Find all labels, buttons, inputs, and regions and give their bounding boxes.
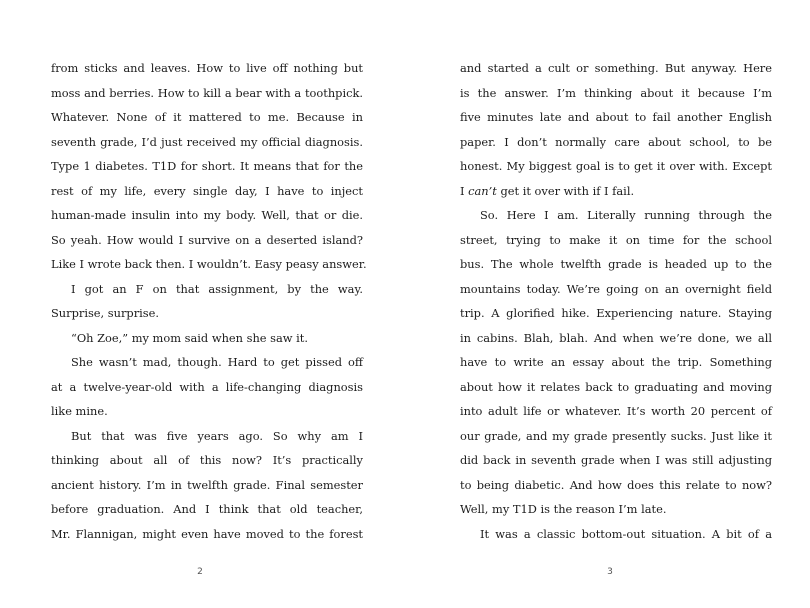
left-page-number: 2: [197, 567, 203, 577]
text-line: “Oh Zoe,” my mom said when she saw it.: [71, 330, 309, 345]
text-line: Type 1 diabetes. T1D for short. It means that for the: [51, 159, 363, 173]
text-line: street, trying to make it on time for the school: [460, 232, 772, 247]
text-line: human-made insulin into my body. Well, that or die.: [51, 208, 363, 222]
text-line: at a twelve-year-old with a life-changing diagnosis: [51, 379, 363, 394]
text-line: I got an F on that assignment, by the way.: [71, 281, 363, 296]
text-line: and started a cult or something. But anyway. Here: [460, 61, 772, 75]
text-line: Well, my T1D is the reason I’m late.: [460, 502, 667, 516]
text-line: paper. I don’t normally care about school, to be: [460, 134, 772, 149]
text-line: Like I wrote back then. I wouldn’t. Easy peasy answer.: [51, 257, 367, 271]
text-line: rest of my life, every single day, I have to inject: [51, 183, 363, 198]
text-line: moss and berries. How to kill a bear with a toothpick.: [51, 85, 363, 100]
text-line: thinking about all of this now? It’s practically: [51, 453, 363, 467]
text-segment: get it over with if I fail.: [496, 183, 635, 198]
text-segment: I: [460, 183, 469, 198]
right-page-text: [460, 56, 772, 546]
emphasized-word: can’t: [468, 183, 497, 198]
text-line: So yeah. How would I survive on a deserted island?: [51, 232, 363, 247]
text-line: So. Here I am. Literally running through the: [480, 208, 772, 222]
text-line: in cabins. Blah, blah. And when we’re done, we all: [460, 330, 772, 345]
text-line: our grade, and my grade presently sucks. Just like it: [460, 428, 772, 443]
text-line: seventh grade, I’d just received my official diagnosis.: [51, 134, 363, 149]
text-line: into adult life or whatever. It’s worth 20 percent of: [460, 404, 772, 418]
right-page-number: 3: [607, 567, 613, 577]
text-line: It was a classic bottom-out situation. A bit of a: [480, 526, 772, 541]
text-line: before graduation. And I think that old teacher,: [51, 502, 363, 516]
text-line: from sticks and leaves. How to live off nothing but: [51, 61, 363, 75]
text-line: She wasn’t mad, though. Hard to get pissed off: [71, 355, 363, 369]
text-line: ancient history. I’m in twelfth grade. Final semester: [51, 477, 363, 492]
text-line: to being diabetic. And how does this relate to now?: [460, 477, 772, 492]
text-line: bus. The whole twelfth grade is headed up to the: [460, 257, 772, 271]
text-line: is the answer. I’m thinking about it because I’m: [460, 85, 772, 100]
text-line: But that was five years ago. So why am I: [71, 428, 363, 443]
text-line: mountains today. We’re going on an overnight field: [460, 281, 772, 296]
text-line: [460, 179, 772, 204]
text-line: like mine.: [51, 404, 108, 418]
text-line: five minutes late and about to fail another English: [460, 110, 772, 124]
text-line: Mr. Flannigan, might even have moved to the forest: [51, 526, 363, 541]
text-line: did back in seventh grade when I was still adjusting: [460, 453, 772, 467]
text-line: about how it relates back to graduating and moving: [460, 379, 772, 394]
text-line: honest. My biggest goal is to get it over with. Except: [460, 159, 772, 173]
text-line: Whatever. None of it mattered to me. Because in: [51, 110, 363, 124]
text-line: have to write an essay about the trip. Something: [460, 355, 772, 369]
text-line: trip. A glorified hike. Experiencing nature. Staying: [460, 306, 772, 320]
text-line: Surprise, surprise.: [51, 306, 160, 320]
left-page-text: [51, 56, 367, 546]
